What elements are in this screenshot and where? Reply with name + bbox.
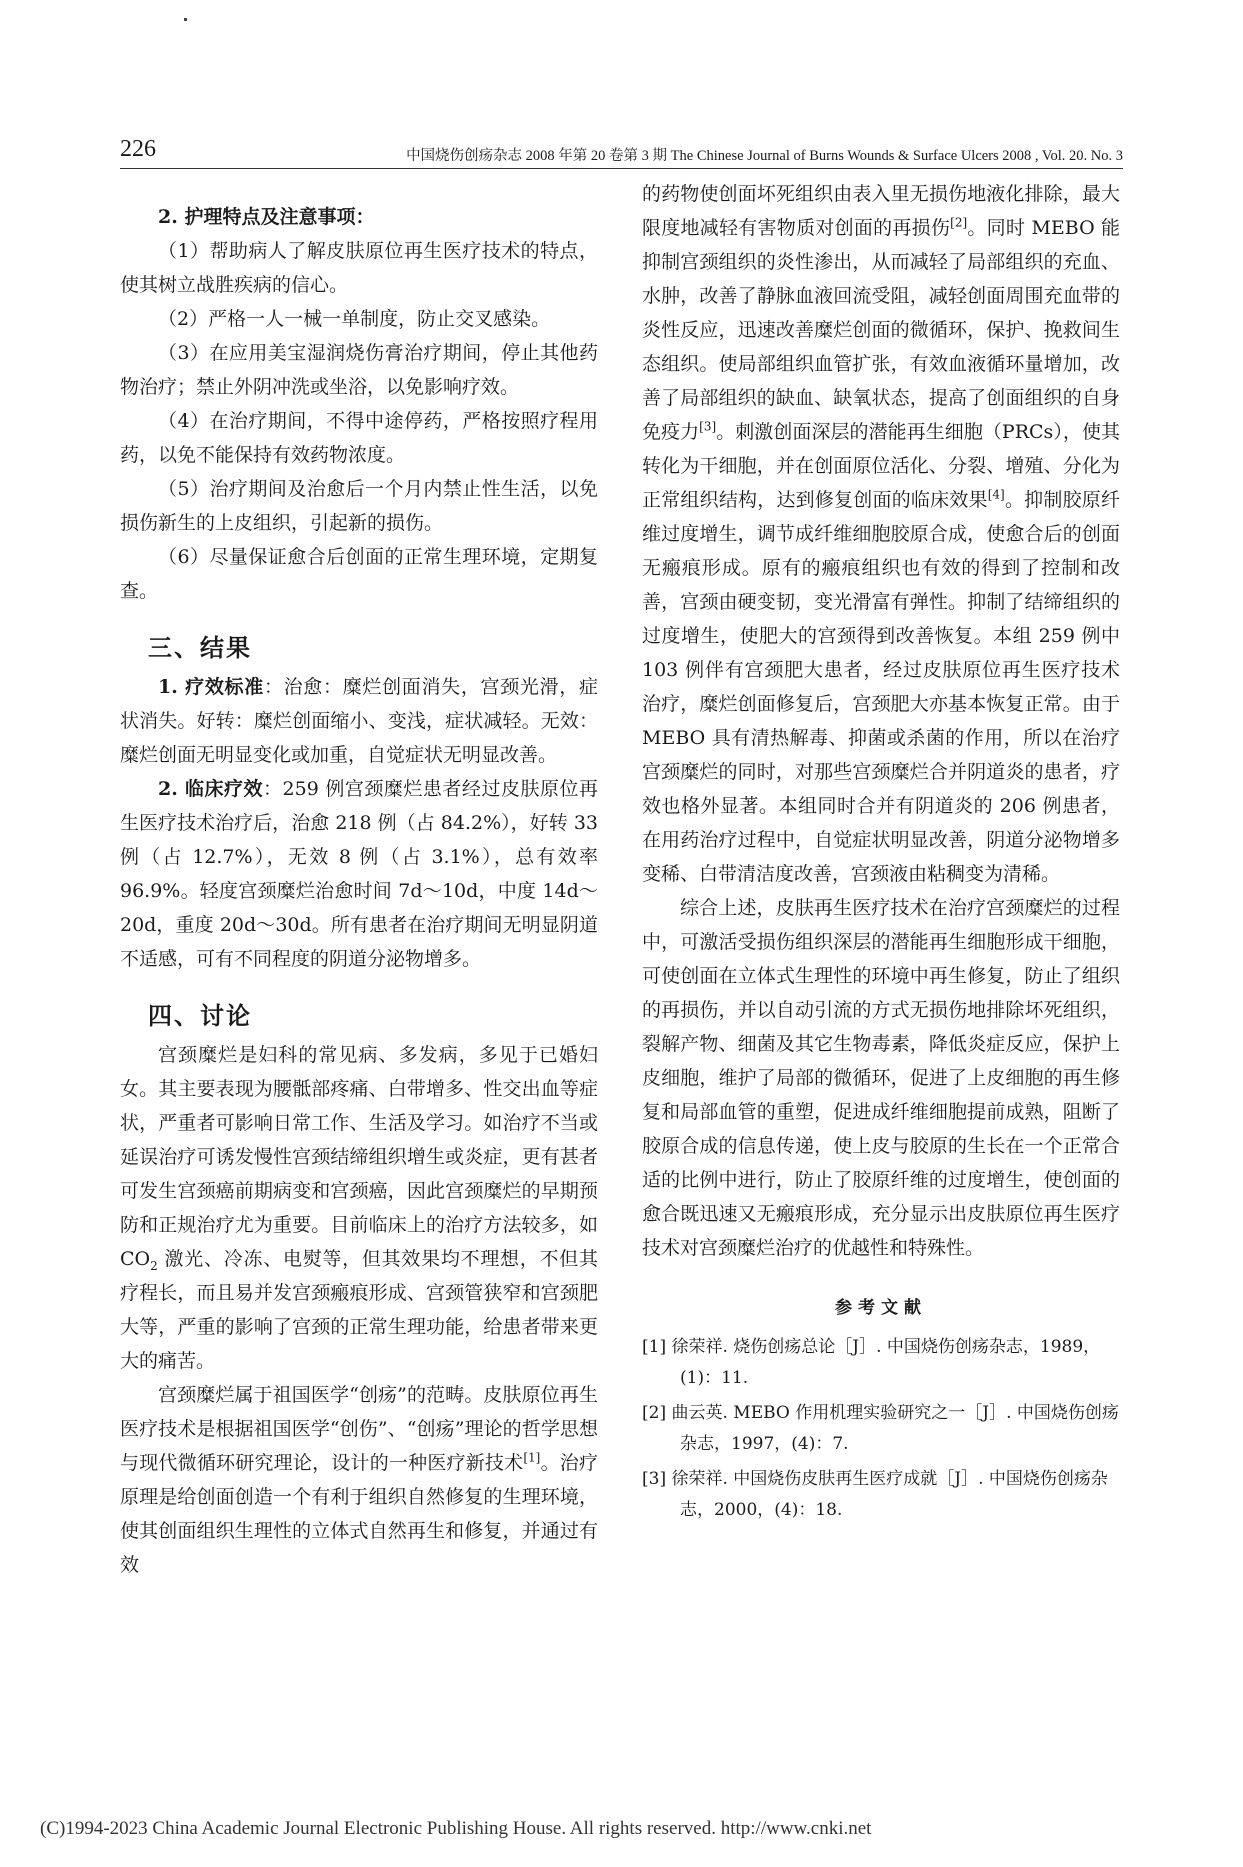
clinical-efficacy-paragraph [120, 772, 598, 976]
right-p1-text-c: 。刺激创面深层的潜能再生细胞（PRCs），使其转化为干细胞，并在创面原位活化、分裂、增殖、分化为正常组织结构，达到修复创面的临床效果 [642, 421, 1120, 511]
scan-mark [184, 18, 187, 21]
citation-ref-2[interactable]: [2] [950, 215, 968, 230]
disc-p1-text-a: 宫颈糜烂是妇科的常见病、多发病，多见于已婚妇女。其主要表现为腰骶部疼痛、白带增多、性交出血等症状，严重者可影响日常工作、生活及学习。如治疗不当或延误治疗可诱发慢性宫颈结缔组织增生或炎症，更有甚者可发生宫颈癌前期病变和宫颈癌，因此宫颈糜烂的早期预防和正规治疗尤为重要。目前临床上的治疗方法较多，如 CO [120, 1044, 598, 1270]
nursing-section-title: 2. 护理特点及注意事项： [158, 206, 375, 228]
discussion-paragraph-2 [120, 1378, 598, 1582]
results-heading: 三、结果 [148, 633, 252, 662]
nursing-item-4: （4）在治疗期间，不得中途停药，严格按照疗程用药，以免不能保持有效药物浓度。 [120, 410, 598, 466]
reference-item-2: [2] 曲云英. MEBO 作用机理实验研究之一［J］. 中国烧伤创疡杂志，1997，(4)：7. [642, 1403, 1119, 1454]
left-column [120, 200, 598, 1582]
nursing-item-6: （6）尽量保证愈合后创面的正常生理环境，定期复查。 [120, 546, 598, 602]
continued-paragraph [642, 177, 1120, 891]
right-p1-text-d: 。抑制胶原纤维过度增生，调节成纤维细胞胶原合成，使愈合后的创面无瘢痕形成。原有的瘢痕组织也有效的得到了控制和改善，宫颈由硬变韧，变光滑富有弹性。抑制了结缔组织的过度增生，使肥大的宫颈得到改善恢复。本组 259 例中 103 例伴有宫颈肥大患者，经过皮肤原位再生医疗技术治疗，糜烂创面修复后，宫颈肥大亦基本恢复正常。由于 MEBO 具有清热解毒、抑菌或杀菌的作用，所以在治疗宫颈糜烂的同时，对那些宫颈糜烂合并阴道炎的患者，疗效也格外显著。本组同时合并有阴道炎的 206 例患者，在用药治疗过程中，自觉症状明显改善，阴道分泌物增多变稀、白带清洁度改善，宫颈液由粘稠变为清稀。 [642, 489, 1120, 885]
disc-p1-text-b: 激光、冷冻、电熨等，但其效果均不理想，不但其疗程长，而且易并发宫颈瘢痕形成、宫颈管狭窄和宫颈肥大等，严重的影响了宫颈的正常生理功能，给患者带来更大的痛苦。 [120, 1248, 598, 1372]
right-p1-text-b: 。同时 MEBO 能抑制宫颈组织的炎性渗出，从而减轻了局部组织的充血、水肿，改善了静脉血液回流受阻，减轻创面周围充血带的炎性反应，迅速改善糜烂创面的微循环，保护、挽救间生态组织。使局部组织血管扩张，有效血液循环量增加，改善了局部组织的缺血、缺氧状态，提高了创面组织的自身免疫力 [642, 217, 1120, 443]
reference-item-3: [3] 徐荣祥. 中国烧伤皮肤再生医疗成就［J］. 中国烧伤创疡杂志，2000，(4)：18. [642, 1469, 1108, 1520]
reference-item-1: [1] 徐荣祥. 烧伤创疡总论［J］. 中国烧伤创疡杂志，1989，(1)：11. [642, 1337, 1101, 1388]
references-heading: 参考文献 [835, 1298, 927, 1318]
clinical-text: ：259 例宫颈糜烂患者经过皮肤原位再生医疗技术治疗后，治愈 218 例（占 84.2%），好转 33 例（占 12.7%），无效 8 例（占 3.1%），总有效率 96.9%。轻度宫颈糜烂治愈时间 7d～10d，中度 14d～20d，重度 20d～30d。所有患者在治疗期间无明显阴道不适感，可有不同程度的阴道分泌物增多。 [120, 778, 598, 970]
disc-p2-text-a: 宫颈糜烂属于祖国医学“创疡”的范畴。皮肤原位再生医疗技术是根据祖国医学“创伤”、“创疡”理论的哲学思想与现代微循环研究理论，设计的一种医疗新技术 [120, 1384, 598, 1474]
citation-ref-1[interactable]: [1] [523, 1450, 541, 1465]
copyright-footer: (C)1994-2023 China Academic Journal Electronic Publishing House. All rights reserved. http://www.cnki.net [40, 1818, 872, 1839]
right-p1-text-a: 的药物使创面坏死组织由表入里无损伤地液化排除，最大限度地减轻有害物质对创面的再损伤 [642, 183, 1120, 239]
nursing-item-3: （3）在应用美宝湿润烧伤膏治疗期间，停止其他药物治疗；禁止外阴冲洗或坐浴，以免影响疗效。 [120, 342, 598, 398]
nursing-item-1: （1）帮助病人了解皮肤原位再生医疗技术的特点，使其树立战胜疾病的信心。 [120, 240, 598, 296]
efficacy-text: ：治愈：糜烂创面消失，宫颈光滑，症状消失。好转：糜烂创面缩小、变浅，症状减轻。无效：糜烂创面无明显变化或加重，自觉症状无明显改善。 [120, 676, 598, 766]
co2-subscript: 2 [150, 1258, 158, 1273]
clinical-label: 2. 临床疗效 [158, 778, 264, 800]
page-number: 226 [120, 136, 156, 162]
journal-running-head: 中国烧伤创疡杂志 2008 年第 20 卷第 3 期 The Chinese Journal of Burns Wounds & Surface Ulcers 2008 , Vol. 20. No. 3 [406, 148, 1123, 164]
disc-p2-text-b: 。治疗原理是给创面创造一个有利于组织自然修复的生理环境，使其创面组织生理性的立体式自然再生和修复，并通过有效 [120, 1452, 598, 1576]
nursing-item-2: （2）严格一人一械一单制度，防止交叉感染。 [158, 308, 551, 330]
summary-paragraph: 综合上述，皮肤再生医疗技术在治疗宫颈糜烂的过程中，可激活受损伤组织深层的潜能再生细胞形成干细胞，可使创面在立体式生理性的环境中再生修复，防止了组织的再损伤，并以自动引流的方式无损伤地排除坏死组织，裂解产物、细菌及其它生物毒素，降低炎症反应，保护上皮细胞，维护了局部的微循环，促进了上皮细胞的再生修复和局部血管的重塑，促进成纤维细胞提前成熟，阻断了胶原合成的信息传递，使上皮与胶原的生长在一个正常合适的比例中进行，防止了胶原纤维的过度增生，使创面的愈合既迅速又无瘢痕形成，充分显示出皮肤原位再生医疗技术对宫颈糜烂治疗的优越性和特殊性。 [642, 897, 1120, 1259]
discussion-paragraph-1 [120, 1038, 598, 1378]
right-column [642, 177, 1120, 1530]
discussion-heading: 四、讨论 [148, 1001, 252, 1030]
page-header [120, 136, 1123, 169]
nursing-item-5: （5）治疗期间及治愈后一个月内禁止性生活，以免损伤新生的上皮组织，引起新的损伤。 [120, 478, 598, 534]
citation-ref-3[interactable]: [3] [699, 419, 717, 434]
efficacy-criteria-paragraph [120, 670, 598, 772]
efficacy-label: 1. 疗效标准 [158, 676, 264, 698]
citation-ref-4[interactable]: [4] [987, 487, 1005, 502]
